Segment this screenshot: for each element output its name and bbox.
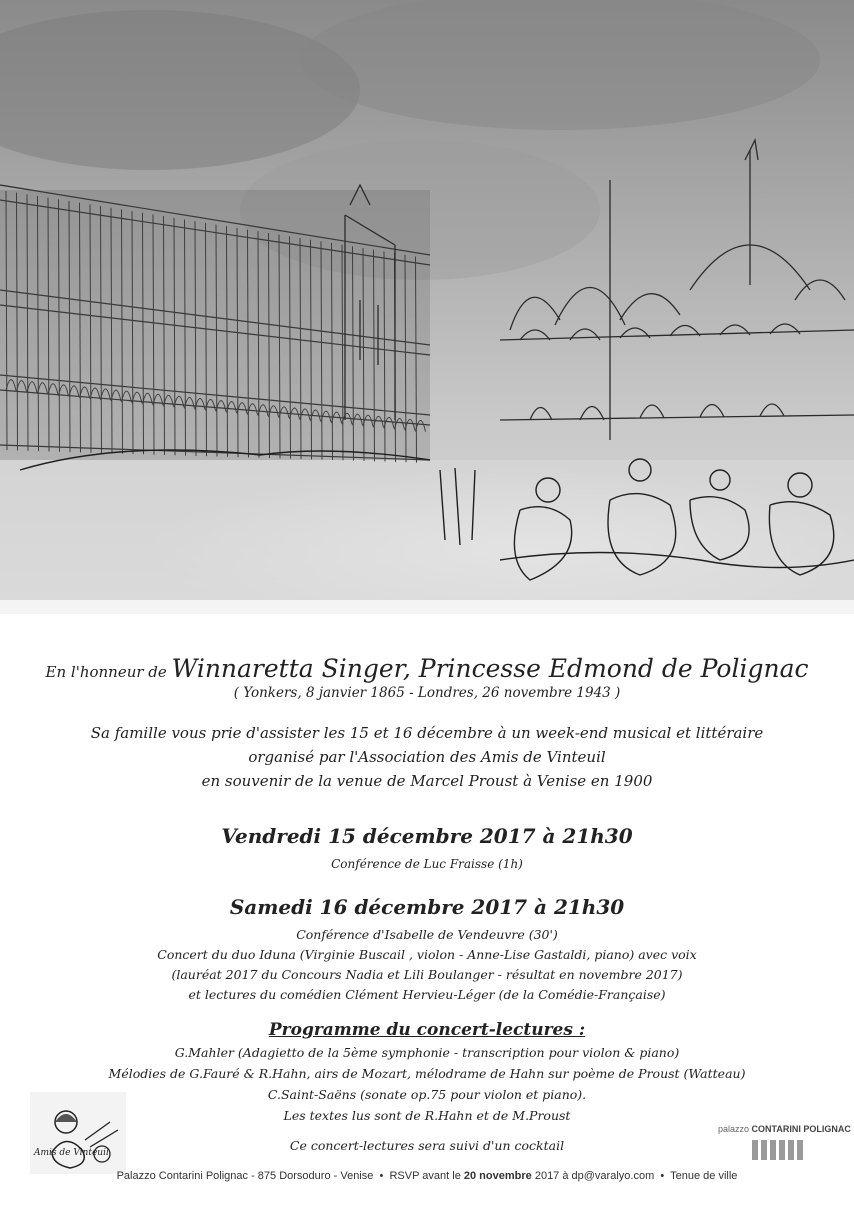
logo-left-text: Amis de Vinteuil xyxy=(34,1148,109,1158)
saturday-detail: Concert du duo Iduna (Virginie Buscail , violon - Anne-Lise Gastaldi, piano) avec voix xyxy=(157,947,697,962)
palazzo-contarini-polignac-logo-icon xyxy=(718,1140,836,1162)
programme-item: G.Mahler (Adagietto de la 5ème symphonie - transcription pour violon & piano) xyxy=(174,1045,680,1060)
programme-item: Mélodies de G.Fauré & R.Hahn, airs de Mozart, mélodrame de Hahn sur poème de Proust (Watteau) xyxy=(108,1066,746,1081)
section-divider xyxy=(0,600,854,614)
rsvp-date: 20 novembre xyxy=(463,1170,532,1182)
dress-code: Tenue de ville xyxy=(670,1170,738,1182)
honoree-name: Winnaretta Singer, Princesse Edmond de Polignac xyxy=(171,654,809,683)
invitation-body xyxy=(0,614,854,1212)
intro-line-3: en souvenir de la venue de Marcel Proust à Venise en 1900 xyxy=(201,772,653,790)
honor-prefix: En l'honneur de xyxy=(45,663,167,681)
footer-separator: • xyxy=(660,1170,665,1182)
honor-line xyxy=(0,654,854,683)
saturday-detail: Conférence d'Isabelle de Vendeuvre (30') xyxy=(296,927,558,942)
friday-detail: Conférence de Luc Fraisse (1h) xyxy=(331,857,523,871)
saturday-detail: et lectures du comédien Clément Hervieu-Léger (de la Comédie-Française) xyxy=(188,987,666,1002)
palazzo-logo xyxy=(718,1102,851,1162)
saturday-heading: Samedi 16 décembre 2017 à 21h30 xyxy=(229,895,625,919)
amis-de-vinteuil-logo-icon xyxy=(30,1092,126,1174)
palazzo-logo-text-a: palazzo xyxy=(718,1124,750,1134)
programme-heading: Programme du concert-lectures : xyxy=(268,1020,586,1040)
programme-item: Les textes lus sont de R.Hahn et de M.Proust xyxy=(283,1108,571,1123)
header-illustration xyxy=(0,0,854,600)
palazzo-logo-text xyxy=(718,1124,851,1134)
honoree-dates: ( Yonkers, 8 janvier 1865 - Londres, 26 novembre 1943 ) xyxy=(233,685,621,701)
cocktail-note: Ce concert-lectures sera suivi d'un cocktail xyxy=(289,1138,565,1153)
venice-sketch-illustration xyxy=(0,0,854,600)
saturday-detail: (lauréat 2017 du Concours Nadia et Lili Boulanger - résultat en novembre 2017) xyxy=(171,967,683,982)
intro-line-1: Sa famille vous prie d'assister les 15 et 16 décembre à un week-end musical et littéraire xyxy=(90,724,764,742)
rsvp-contact[interactable]: 2017 à dp@varalyo.com xyxy=(534,1170,655,1182)
amis-de-vinteuil-logo xyxy=(30,1092,126,1174)
rsvp-prefix: RSVP avant le xyxy=(389,1170,461,1182)
intro-line-2: organisé par l'Association des Amis de Vinteuil xyxy=(248,748,606,766)
footer-info xyxy=(0,1170,854,1182)
programme-item: C.Saint-Saëns (sonate op.75 pour violon et piano). xyxy=(267,1087,587,1102)
footer-separator: • xyxy=(379,1170,384,1182)
footer-address: Palazzo Contarini Polignac - 875 Dorsoduro - Venise xyxy=(116,1170,374,1182)
friday-heading: Vendredi 15 décembre 2017 à 21h30 xyxy=(221,824,633,848)
palazzo-logo-text-b: CONTARINI POLIGNAC xyxy=(751,1124,851,1134)
